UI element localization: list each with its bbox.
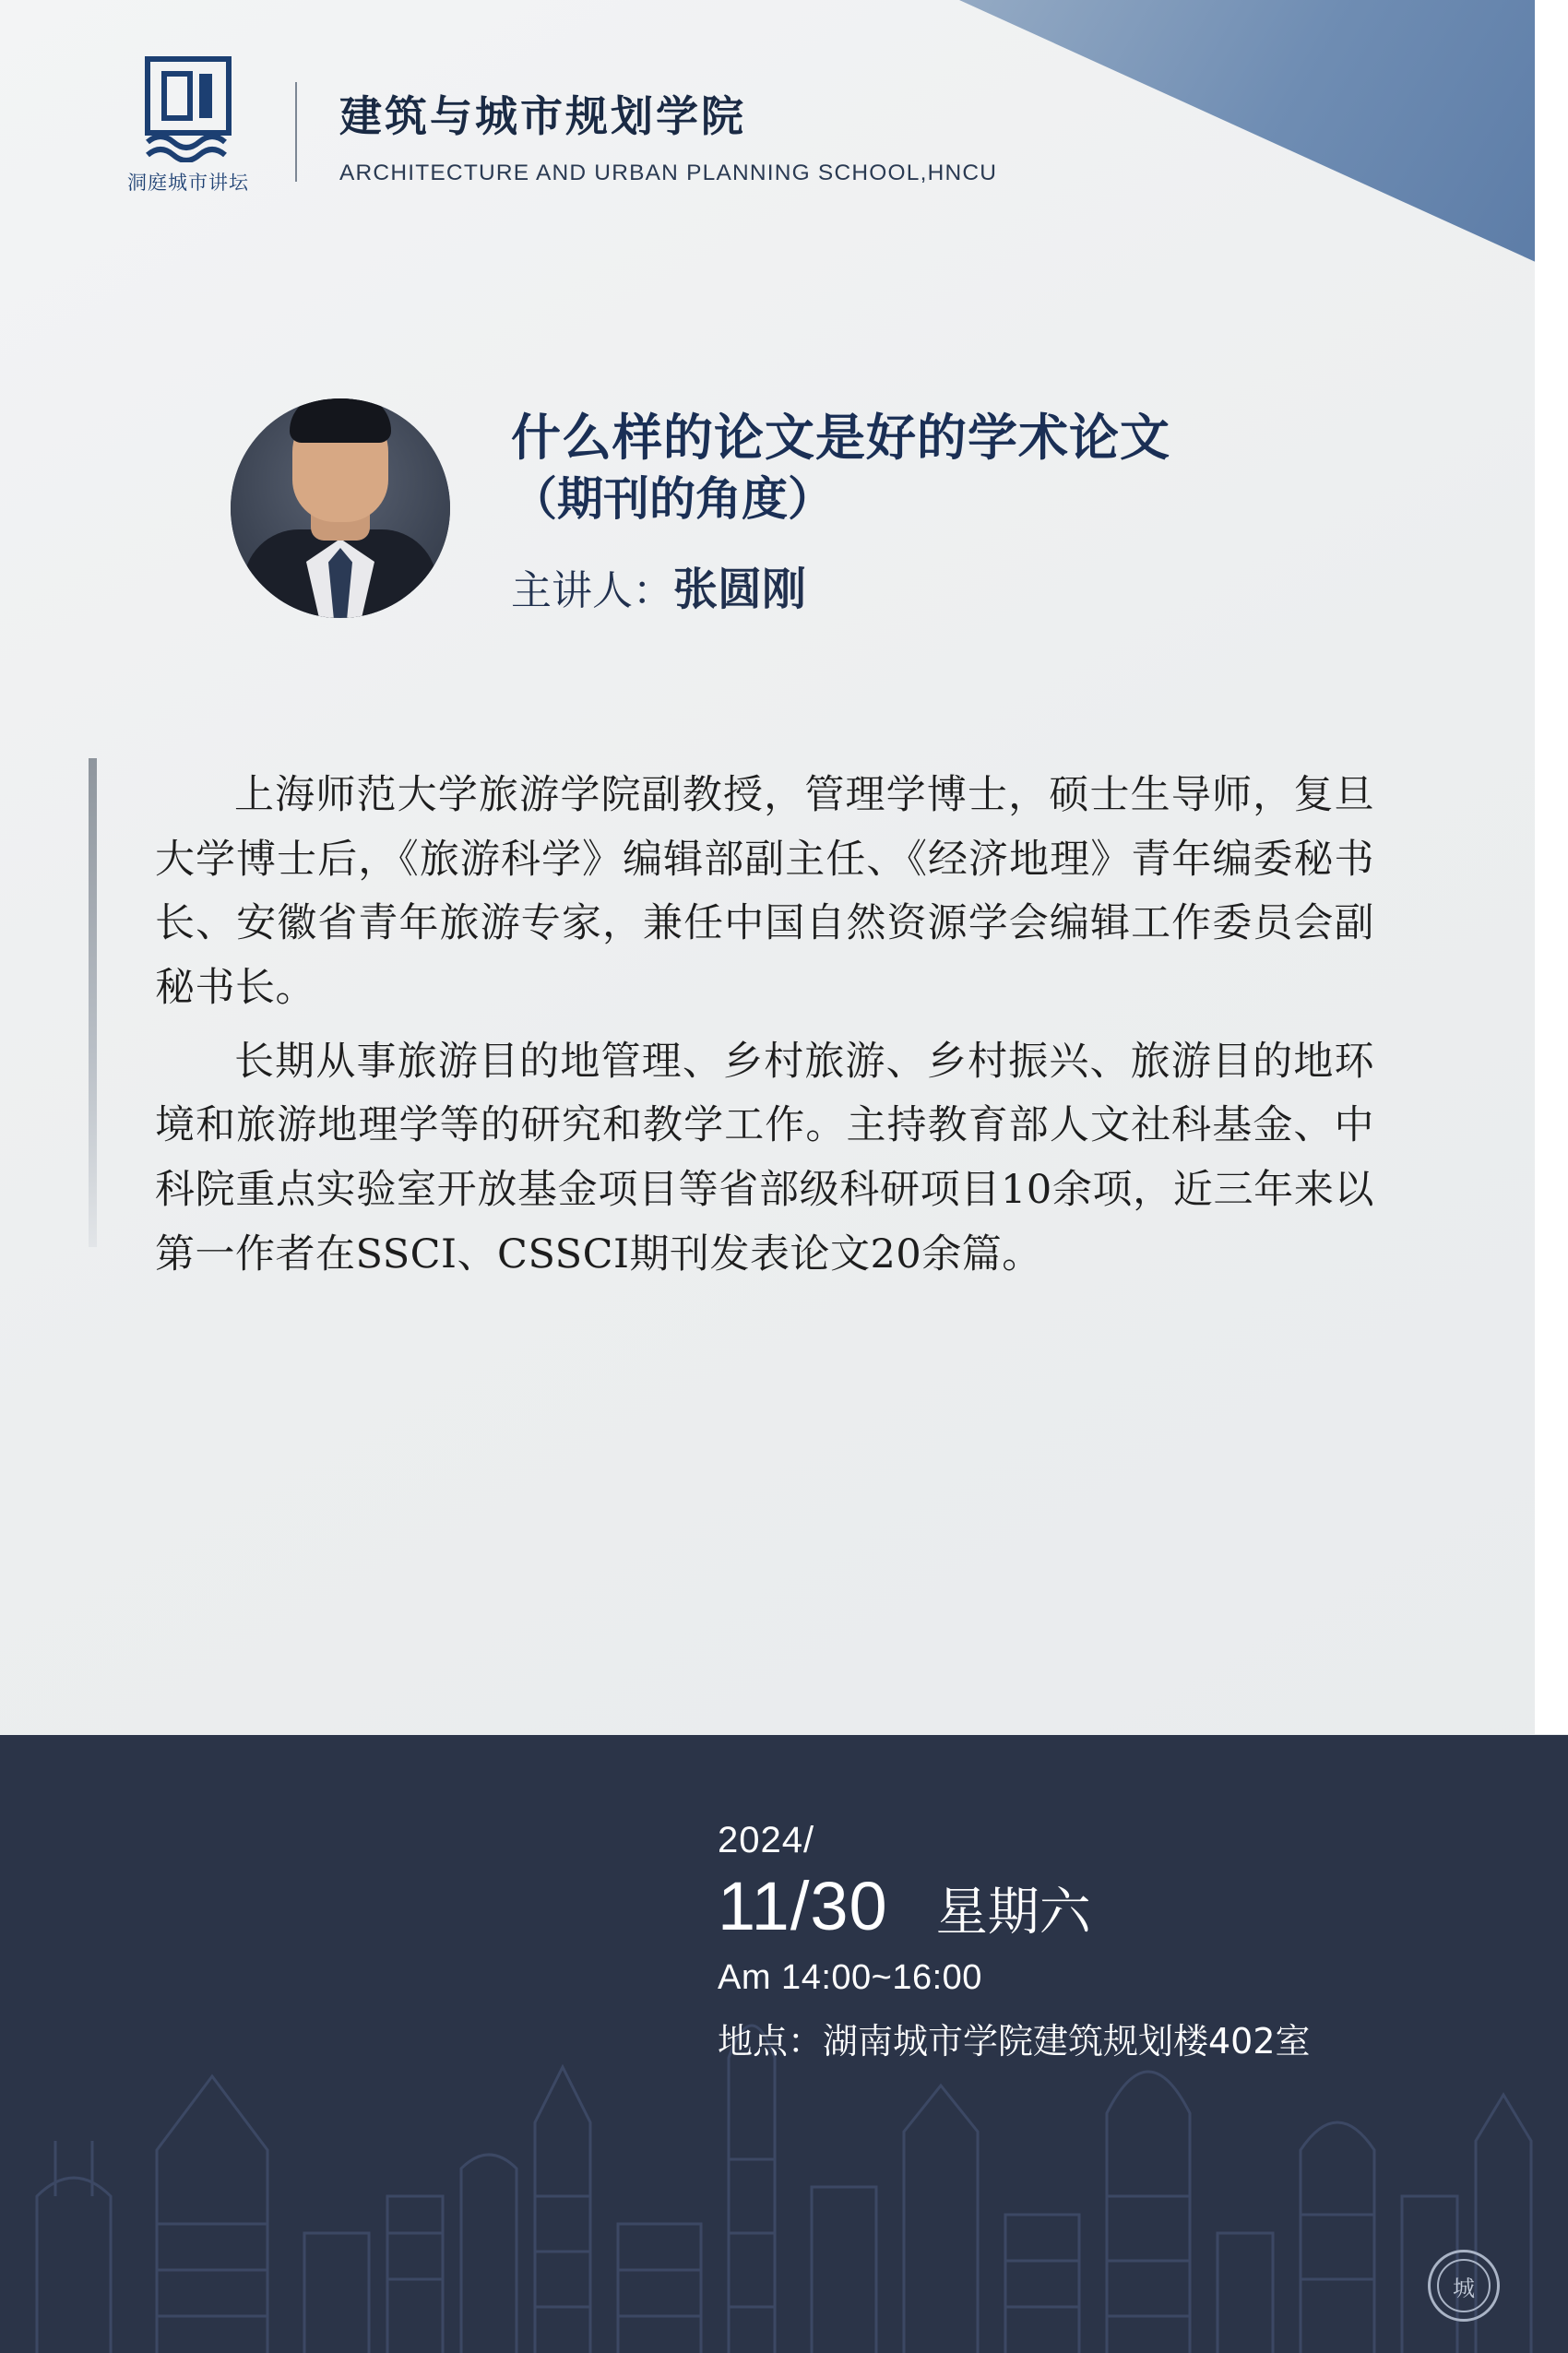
event-place: 地点：湖南城市学院建筑规划楼402室 bbox=[718, 2021, 1311, 2062]
header-divider bbox=[295, 82, 297, 182]
presenter-line bbox=[511, 553, 1170, 617]
event-weekday: 星期六 bbox=[935, 1883, 1091, 1943]
seal-square-wave-icon bbox=[137, 53, 240, 162]
lecture-title-block bbox=[511, 398, 1170, 617]
event-date: 11/30 bbox=[718, 1868, 888, 1944]
presenter-name: 张圆刚 bbox=[673, 564, 807, 616]
right-edge-strip bbox=[1535, 0, 1568, 1734]
bio-paragraph-1: 上海师范大学旅游学院副教授，管理学博士，硕士生导师，复旦大学博士后，《旅游科学》编辑部副主任、《经济地理》青年编委秘书长、安徽省青年旅游专家，兼任中国自然资源学会编辑工作委员会副秘书长。 bbox=[155, 772, 1374, 1011]
event-info-panel bbox=[0, 1735, 1568, 2353]
avatar bbox=[231, 398, 450, 618]
university-seal-label: 城 bbox=[1437, 2259, 1491, 2312]
portrait-hair bbox=[290, 398, 391, 443]
school-name-en: ARCHITECTURE AND URBAN PLANNING SCHOOL,HNCU bbox=[339, 160, 998, 185]
forum-logo bbox=[129, 53, 247, 210]
bio-accent-bar bbox=[89, 758, 97, 1247]
lecture-headline-row bbox=[231, 398, 1170, 618]
forum-logo-label: 洞庭城市讲坛 bbox=[127, 172, 249, 194]
school-title-block bbox=[339, 77, 997, 186]
event-year: 2024/ bbox=[718, 1820, 815, 1860]
presenter-label: 主讲人： bbox=[511, 567, 673, 615]
page-subtitle: （期刊的角度） bbox=[511, 472, 834, 527]
poster-header bbox=[129, 53, 997, 210]
decorative-blue-wedge bbox=[959, 0, 1568, 277]
page-title: 什么样的论文是好的学术论文 bbox=[511, 409, 1170, 467]
event-details bbox=[718, 1820, 1311, 2063]
university-seal-icon bbox=[1428, 2250, 1500, 2322]
speaker-bio bbox=[155, 764, 1374, 1287]
bio-paragraph-2: 长期从事旅游目的地管理、乡村旅游、乡村振兴、旅游目的地环境和旅游地理学等的研究和教学工作。主持教育部人文社科基金、中科院重点实验室开放基金项目等省部级科研项目10余项，近三年来以第一作者在SSCI、CSSCI期刊发表论文20余篇。 bbox=[155, 1038, 1374, 1278]
school-name-cn: 建筑与城市规划学院 bbox=[339, 91, 746, 141]
event-time: Am 14:00~16:00 bbox=[718, 1958, 982, 1997]
event-date-row bbox=[718, 1867, 1311, 1945]
